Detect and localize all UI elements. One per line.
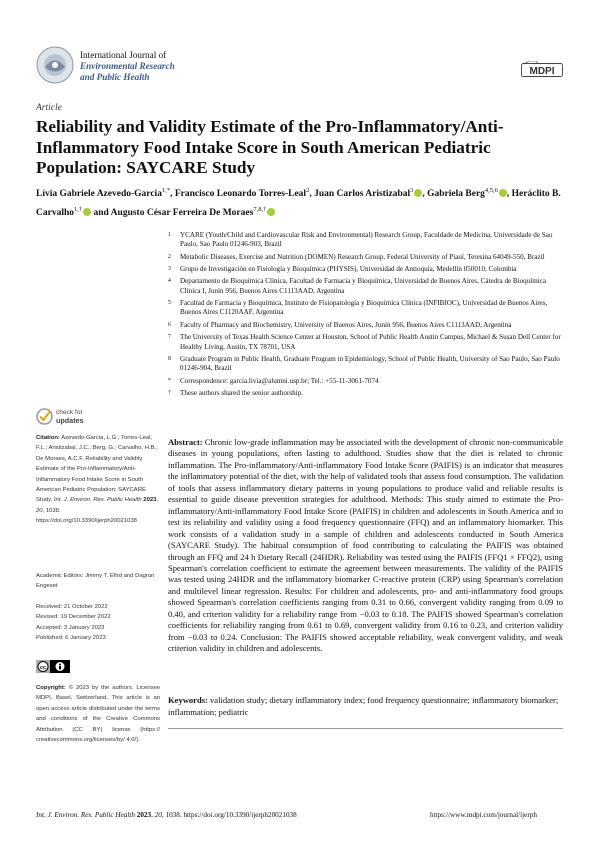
divider xyxy=(168,728,563,729)
academic-editors: Academic Editors: Jimmy T. Efird and Dagrun Engeset xyxy=(36,573,155,590)
author-affiliation-marker: 4,5,6 xyxy=(484,187,498,194)
footer-citation: Int. J. Environ. Res. Public Health 2023, 20, 1038. https://doi.org/10.3390/ijerph20021038 xyxy=(36,811,297,819)
affiliation-item xyxy=(168,355,563,374)
affiliation-text: These authors shared the senior authorship. xyxy=(180,389,303,397)
copyright-notice: Copyright: © 2023 by the authors. Licensee MDPI, Basel, Switzerland. This article is an open access article distributed under the terms and conditions of the Creative Commons Attribution (CC BY) license (https:// creativecommons.org/licenses/by/ 4.0/). xyxy=(36,685,160,744)
publication-dates: Received: 21 October 2022 Revised: 19 December 2022 Accepted: 3 January 2023 Published: 6 January 2023 xyxy=(36,604,111,642)
author-name: Augusto César Ferreira De Moraes xyxy=(110,208,254,219)
mdpi-logo xyxy=(521,61,563,77)
abstract: Abstract: Chronic low-grade inflammation may be associated with the development of chronic non-communicable diseases in young populations, often lasting to adulthood. Studies show that the diet is related to chronic inflammation. The Pro-inflammatory/Anti-inflammatory Food Intake Score (PAIFIS) is an indicator that measures the inflammatory potential of the diet, with the help of validated tools that assess food consumption. The validation of tools that assess inflammatory dietary patterns in young populations to produce valid and reliable results is essential to guide disease prevention strategies for adulthood. Methods: This study aimed to estimate the Pro-inflammatory/Anti-inflammatory Food Intake Score (PAIFIS) in children and adolescents in South America and to test its reliability and validity using a food frequency questionnaire (FFQ) and an inflammatory biomarker. This work consists of a validation study in a sample of children and adolescents conducted in South America (SAYCARE Study). The habitual consumption of food contributing to calculating the PAIFIS was obtained through an FFQ and 24 h Dietary Recall (24HDR). Reliability was tested using the PAIFIS (FFQ1 × FFQ2), using Spearman's correlation coefficient to estimate the agreement between measurements. The validity of the PAIFIS was tested using 24HDR and the inflammatory biomarker C-reactive protein (CRP) using Spearman's correlation and multilevel linear regression. Results: For children and adolescents, pro- and anti-inflammatory food groups showed Spearman's correlation coefficients ranging from 0.31 to 0.66, convergent validity ranging from 0.09 to 0.40, and criterion validity for a reliability range from −0.03 to 0.18. The PAIFIS showed Spearman's correlation coefficients for reliability ranging from 0.61 to 0.69, convergent validity from 0.16 to 0.23, and criterion validity from −0.03 to 0.24. Conclusion: The PAIFIS showed acceptable reliability, weak convergent validity, and weak criterion validity in children and adolescents. xyxy=(168,437,563,654)
journal-logo-icon xyxy=(36,46,74,84)
affiliation-text: Faculty of Pharmacy and Biochemistry, University of Buenos Aires, Junín 956, Buenos Aires C1113AAD, Argentina xyxy=(180,320,512,329)
affiliation-marker: 7 xyxy=(168,334,171,341)
affiliation-item xyxy=(168,231,563,250)
affiliation-marker: 8 xyxy=(168,355,171,362)
author-name: Heráclito B. Carvalho xyxy=(36,189,561,219)
check-for-updates-label[interactable]: check for updates xyxy=(56,409,84,425)
citation: Citation: Azevedo-Garcia, L.G.; Torres-Leal, F.L.; Aristizabal, J.C.; Berg, G.; Carvalho, H.B.; De Moraes, A.C.F. Reliability and Validity Estimate of the Pro-Inflammatory/Anti-Inflammatory Food Intake Score in South American Pediatric Population: SAYCARE Study. Int. J. Environ. Res. Public Health 2023, 20, 1038. https://doi.org/10.3390/ijerph20021038 xyxy=(36,435,159,525)
author-name: Juan Carlos Aristizabal xyxy=(314,189,411,200)
affiliation-item xyxy=(168,333,563,352)
affiliation-item xyxy=(168,253,563,262)
cc-license-icon[interactable] xyxy=(36,660,70,673)
author-affiliation-marker: 3 xyxy=(410,187,414,194)
affiliation-item xyxy=(168,265,563,274)
author-affiliation-marker: 1,† xyxy=(74,206,83,214)
affiliation-marker: 6 xyxy=(168,321,171,328)
check-for-updates-icon[interactable] xyxy=(36,408,53,425)
svg-text:cc: cc xyxy=(39,665,47,671)
affiliation-text: The University of Texas Health Science Center at Houston, School of Public Health Austin Campus, Michael & Susan Dell Center for Healthy Living, Austin, TX 78701, USA xyxy=(180,333,561,351)
article-type: Article xyxy=(36,103,62,113)
affiliation-text: Graduate Program in Public Health, Graduate Program in Epidemiology, School of Public Health, University of Sao Paulo, Sao Paulo 01246-904, Brazil xyxy=(180,354,560,373)
affiliation-marker: 3 xyxy=(168,266,171,273)
svg-text:MDPI: MDPI xyxy=(529,66,555,77)
journal-name: International Journal of Environmental Research and Public Health xyxy=(80,50,175,82)
affiliation-text: YCARE (Youth/Child and Cardiovascular Risk and Environmental) Research Group, Faculdade de Medicina, Universidade de Sao Paulo, Sao Paulo 01246-903, Brazil xyxy=(180,231,553,249)
author-affiliation-marker: 1,* xyxy=(161,187,171,194)
affiliation-marker: * xyxy=(168,377,171,384)
affiliations xyxy=(168,231,563,401)
affiliation-item xyxy=(168,321,563,330)
author-affiliation-marker: 2 xyxy=(306,187,310,194)
affiliation-text: Metabolic Diseases, Exercise and Nutrition (DOMEN) Research Group, Federal University of Piauí, Teresina 64049-550, Brazil xyxy=(180,252,545,261)
affiliation-marker: 5 xyxy=(168,300,171,307)
article-title: Reliability and Validity Estimate of the Pro-Inflammatory/Anti-Inflammatory Food Intake Score in South American Pediatric Population: SAYCARE Study xyxy=(36,117,504,177)
author-name: Francisco Leonardo Torres-Leal xyxy=(174,189,307,200)
orcid-icon[interactable] xyxy=(267,208,275,216)
affiliation-item xyxy=(168,277,563,296)
orcid-icon[interactable] xyxy=(414,189,422,197)
affiliation-marker: 2 xyxy=(168,253,171,260)
author-list: Lívia Gabriele Azevedo-Garcia$^{1,*}$, Francisco Leonardo Torres-Leal$^2$, Juan Carlos Aristizabal$^3$ , Gabriela Berg$^{4,5,6}$ , Heráclito B. Carvalho$^{1,\dagger}$ and Augusto César Ferreira De Moraes$^{7,8,\dagger}$ xyxy=(36,187,561,219)
affiliation-text: Departamento de Bioquímica Clínica, Facultad de Farmacia y Bioquímica, Universidad de Buenos Aires, Cátedra de Bioquímica Clínica I, Junín 956, Buenos Aires C1113AAD, Argentina xyxy=(180,277,547,295)
affiliation-text: Correspondence: garcia.livia@alumni.usp.br; Tel.: +55-11-3061-7074 xyxy=(180,376,379,385)
orcid-icon[interactable] xyxy=(83,208,91,216)
affiliation-item xyxy=(168,299,563,318)
affiliation-item xyxy=(168,389,563,398)
affiliation-marker: † xyxy=(168,390,171,396)
affiliation-marker: 1 xyxy=(168,232,171,238)
affiliation-text: Facultad de Farmacia y Bioquímica, Instituto de Fisiopatología y Bioquímica Clínica (INFIBIOC), Universidad de Buenos Aires, Buenos Aires C1120AAF, Argentina xyxy=(180,299,548,317)
affiliation-item xyxy=(168,377,563,386)
author-name: Lívia Gabriele Azevedo-Garcia xyxy=(36,189,162,200)
keywords: Keywords: validation study; dietary inflammatory index; food frequency questionnaire; inflammatory biomarker; inflammation; pediatric xyxy=(168,695,559,717)
author-affiliation-marker: 7,8,† xyxy=(253,206,267,214)
author-name: Gabriela Berg xyxy=(427,189,485,200)
affiliation-marker: 4 xyxy=(168,278,171,285)
footer-journal-url[interactable]: https://www.mdpi.com/journal/ijerph xyxy=(430,811,537,819)
orcid-icon[interactable] xyxy=(499,189,507,197)
affiliation-text: Grupo de Investigación en Fisiología y Bioquímica (PHYSIS), Universidad de Antioquia, Medellín 050010, Colombia xyxy=(180,265,517,274)
